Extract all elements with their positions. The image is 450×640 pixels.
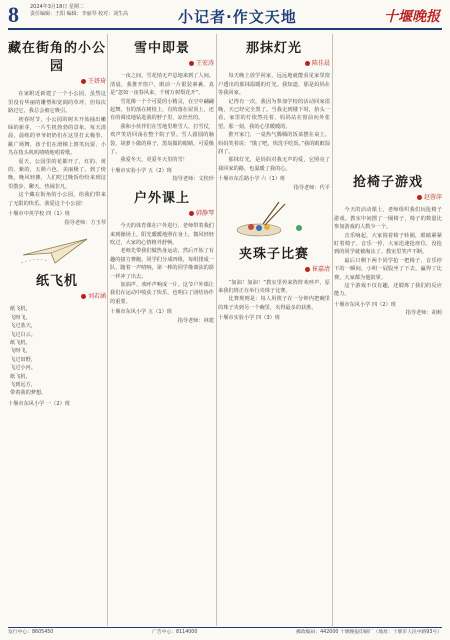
poem-line: 飞过田野，	[10, 356, 36, 363]
article-title: 抢椅子游戏	[352, 175, 423, 190]
article-school: 十堰市东岳路小学 六（1）班	[218, 176, 286, 183]
poem-line: 飞过白云。	[10, 331, 36, 338]
poem-line: 飞呀飞，	[10, 348, 31, 355]
article-teacher: 指导老师：方玉琴	[64, 219, 106, 226]
article-teacher: 指导老师：代平	[293, 184, 330, 191]
article-paragraph: 初春时节，小公园的树木开始抽出嫩绿的新芽，一片生机勃勃的景象。每天清晨，晨练的爷爷奶奶们在这里打太极拳、跳广场舞，孩子们在滑梯上嬉笑玩耍，小鸟在枝头叽叽喳喳地唱着歌。	[8, 116, 106, 157]
article-author: 崔嘉清	[218, 266, 330, 274]
article-paragraph: 每天晚上放学回家，远远地就能看见家里窗户透出的那抹温暖的灯光。我知道，那是妈妈在等我回家。	[218, 73, 330, 97]
article-school: 十堰市实验小学 五（2）班	[110, 167, 173, 174]
issue-date: 2024年3月18日 星期二	[30, 4, 84, 10]
article-school: 十堰市东风小学 五（1）班	[110, 309, 173, 316]
article-title: 夹珠子比赛	[238, 247, 309, 263]
newspaper-logo: 十堰晚报	[384, 9, 440, 25]
column-divider	[332, 34, 333, 626]
author-mark-icon	[305, 267, 310, 272]
article-teacher: 指导老师：胡莉	[405, 310, 442, 317]
article-paragraph: “加油！加油！”教室里传来阵阵欢呼声，原来我们班正在举行夹珠子比赛。	[218, 279, 330, 294]
author-mark-icon	[305, 61, 310, 66]
column-divider	[216, 34, 217, 626]
column-3	[218, 34, 330, 626]
article-paragraph: 今天的体育课在户外进行，老师带着我们来到操场上。阳光暖暖地照在身上，微风轻轻吹过，大家的心情格外舒畅。	[110, 223, 214, 246]
column-2	[110, 34, 214, 626]
article-title: 户外课上	[133, 190, 190, 206]
article-paragraph: 今天的活动课上，老师组织我们玩抢椅子游戏。教室中间摆了一圈椅子，椅子的数量比参加游戏的人数少一个。	[334, 207, 442, 231]
article-author: 王妍琦	[8, 78, 106, 86]
article-paragraph: 雪花像一个个可爱的小精灵，在空中翩翩起舞，有的落在树枝上，有的落在屋顶上，还有的调皮地钻进我的脖子里，凉丝丝的。	[110, 98, 214, 122]
masthead-meta	[30, 4, 128, 18]
page-footer	[8, 627, 442, 638]
article-school: 十堰市中英学校 四（1）班	[8, 211, 71, 218]
poem-line: 带着我的梦想。	[10, 390, 47, 397]
article-author: 刘若涵	[8, 293, 106, 301]
editor-credits: 责任编辑：王阳 编辑：李丽琴 校对：刘生高	[30, 11, 129, 17]
article-paragraph: 一夜之间，雪花悄无声息地来到了人间。清晨，我推开窗户，眼前一片银装素裹，真是“忽如一夜春风来，千树万树梨花开”。	[110, 73, 214, 97]
footer-advertising: 广告中心：8114000	[152, 630, 198, 635]
footer-printer: 郵政编码：442000 十堰晚报印刷厂（地址：十堰市人民中路93号）	[296, 630, 442, 635]
article-paragraph: 推开家门，一桌热气腾腾的饭菜摆在桌上。妈妈笑着说：“饿了吧，快洗手吃饭。”我的眼眶湿润了。	[218, 132, 330, 156]
article-paragraph: 这个藏在街角的小公园，给我们带来了无限的快乐。我爱这个小公园！	[8, 192, 106, 207]
article-author: 王宏涛	[110, 60, 214, 68]
section-title: 小记者·作文天地	[178, 8, 297, 26]
article-paragraph: 比赛规则是：每人用筷子在一分钟内把碗里的珠子夹到另一个碗里，夹得最多的获胜。	[218, 296, 330, 311]
header-rule	[8, 28, 442, 30]
article-author: 赵蓉萍	[334, 194, 442, 202]
article-paragraph: 记得有一次，我因为参加学校的活动回家很晚，天已经完全黑了。当我走到楼下时，抬头一看，家里的灯依然亮着，妈妈站在窗前向外张望。那一刻，我的心里暖暖的。	[218, 98, 330, 130]
article-paragraph: 老师先带我们做热身运动，然后开始了有趣的接力赛跑。同学们分成四组，每组排成一队，随着一声哨响，第一棒的同学像离弦的箭一样冲了出去。	[110, 248, 214, 280]
footer-distribution: 发行中心：8605450	[8, 630, 54, 635]
article-paragraph: 音乐响起，大家围着椅子转圈，眼睛紧紧盯着椅子。音乐一停，大家迅速抢座位，没抢到的同学就被淘汰了。教室里笑声不断。	[334, 232, 442, 256]
article-author: 韩静琴	[110, 210, 214, 218]
article-author: 陈佳晨	[218, 60, 330, 68]
poem-line: 飞到远方，	[10, 381, 36, 388]
poem-line: 飞过蓝天，	[10, 323, 36, 330]
article-paragraph: 这个游戏不仅有趣，还锻炼了我们的反应能力。	[334, 283, 442, 298]
article-teacher: 指导老师：文桂珍	[172, 176, 214, 183]
article-school: 十堰市东风小学 四（2）班	[334, 301, 397, 308]
poem-line: 飞呀飞，	[10, 314, 31, 321]
article-teacher: 指导老师：林建	[177, 317, 214, 324]
paper-plane-illustration	[17, 233, 97, 267]
article-paragraph: 我和小伙伴们在雪地里堆雪人、打雪仗，欢声笑语回荡在整个院子里。雪人圆圆的脑袋，胡萝卜做的鼻子，黑炭做的眼睛，可爱极了。	[110, 123, 214, 156]
poem-line: 飞过小河。	[10, 365, 36, 372]
poem-line: 纸飞机，	[10, 373, 31, 380]
article-school: 十堰市实验小学 四（3）班	[218, 315, 281, 322]
beads-illustration	[229, 198, 319, 240]
article-title: 纸飞机	[35, 273, 78, 289]
author-mark-icon	[81, 294, 86, 299]
poem-line: 纸飞机，	[10, 339, 31, 346]
author-mark-icon	[189, 61, 194, 66]
article-paragraph: 我爱冬天，更爱冬天里的雪！	[120, 157, 188, 164]
article-paragraph: 夏天，公园里的花都开了，红的、黄的、紫的，五颜六色，美丽极了。到了傍晚，晚风轻拂，人们吃过晚饭纷纷来到这里散步、聊天，热闹非凡。	[8, 158, 106, 190]
page-number: 8	[8, 2, 19, 27]
column-4	[334, 34, 442, 626]
page-header	[0, 0, 450, 30]
column-1	[8, 34, 106, 626]
article-school: 十堰市东风小学 一（2）班	[8, 400, 71, 407]
author-mark-icon	[417, 195, 422, 200]
poem-line: 纸飞机，	[10, 306, 31, 313]
article-paragraph: 最后只剩下两个同学抢一把椅子，音乐停下的一瞬间，小明一屁股坐了下去，赢得了比赛。大家都为他鼓掌。	[334, 257, 442, 281]
article-title: 雪中即景	[133, 41, 190, 56]
article-title: 藏在街角的小公园	[8, 41, 106, 74]
article-paragraph: 在家附近新建了一个小公园，虽然这里没有华丽的雕塑和宽阔的草坪，但每次路过它，我总会被它吸引。	[8, 91, 106, 115]
column-divider	[107, 34, 108, 626]
author-mark-icon	[189, 211, 194, 216]
article-title: 那抹灯光	[245, 41, 302, 56]
article-paragraph: 加油声、欢呼声响成一片。这节户外课让我们在运动中收获了快乐，也明白了团结协作的重要。	[110, 281, 214, 305]
article-paragraph: 那抹灯光，是妈妈对我无声的爱，它照亮了我回家的路，也温暖了我的心。	[218, 157, 330, 172]
author-mark-icon	[81, 79, 86, 84]
